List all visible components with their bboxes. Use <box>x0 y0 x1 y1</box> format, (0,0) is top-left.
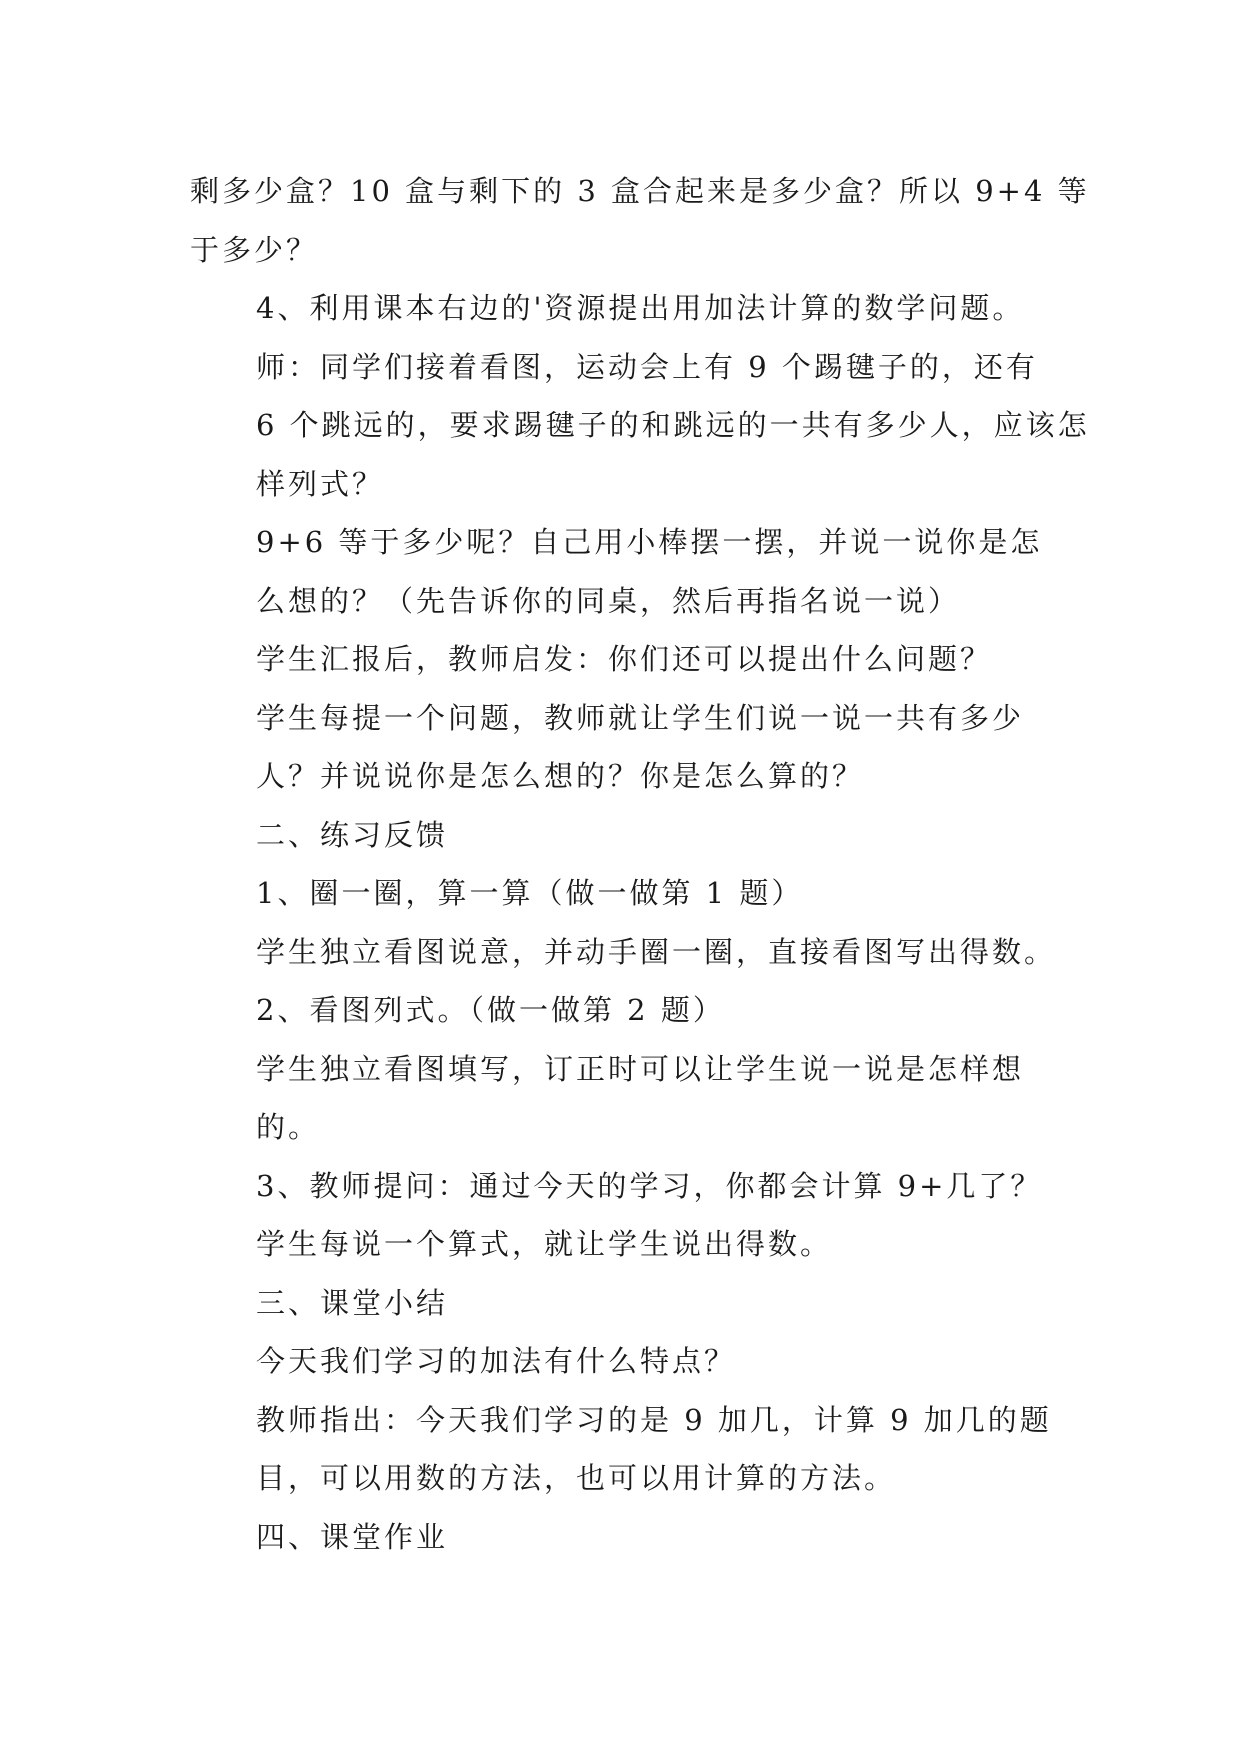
text-line: 四、课堂作业 <box>256 1519 449 1554</box>
text-line: 人？并说说你是怎么想的？你是怎么算的？ <box>256 759 865 793</box>
paragraph <box>190 1040 1060 1157</box>
text-line: 三、课堂小结 <box>256 1285 449 1320</box>
text-line: 6 个跳远的，要求踢毽子的和跳远的一共有多少人，应该怎 <box>256 408 1090 442</box>
text-line: 今天我们学习的加法有什么特点？ <box>256 1344 737 1378</box>
paragraph <box>190 923 1060 982</box>
text-line: 学生独立看图说意，并动手圈一圈，直接看图写出得数。 <box>256 934 1057 969</box>
paragraph <box>190 1274 1060 1333</box>
paragraph <box>190 1332 1060 1391</box>
text-line: 学生独立看图填写，订正时可以让学生说一说是怎样想 <box>256 1051 1025 1086</box>
text-line: 么想的？（先告诉你的同桌，然后再指名说一说） <box>256 583 961 618</box>
text-line: 师：同学们接着看图，运动会上有 9 个踢毽子的，还有 <box>256 349 1038 384</box>
paragraph <box>190 806 1060 865</box>
paragraph <box>190 1508 1060 1567</box>
text-line: 二、练习反馈 <box>256 817 449 852</box>
paragraph <box>190 1215 1060 1274</box>
paragraph <box>190 513 1060 630</box>
paragraph <box>190 1391 1060 1508</box>
paragraph <box>190 1157 1060 1216</box>
text-line: 剩多少盒？10 盒与剩下的 3 盒合起来是多少盒？所以 9+4 等 <box>190 174 1090 208</box>
text-line: 4、利用课本右边的'资源提出用加法计算的数学问题。 <box>256 291 1025 325</box>
text-line: 学生每说一个算式，就让学生说出得数。 <box>256 1227 833 1261</box>
paragraph <box>190 981 1060 1040</box>
paragraph <box>190 162 1090 279</box>
document-body <box>190 162 1090 1566</box>
text-line: 学生汇报后，教师启发：你们还可以提出什么问题？ <box>256 642 993 676</box>
paragraph <box>190 864 1060 923</box>
text-line: 目，可以用数的方法，也可以用计算的方法。 <box>256 1461 897 1495</box>
text-line: 于多少？ <box>190 232 319 267</box>
text-line: 9+6 等于多少呢？自己用小棒摆一摆，并说一说你是怎 <box>256 525 1043 559</box>
text-line: 2、看图列式。（做一做第 2 题） <box>256 993 725 1027</box>
text-line: 3、教师提问：通过今天的学习，你都会计算 9+几了？ <box>256 1168 1043 1203</box>
text-line: 1、圈一圈，算一算（做一做第 1 题） <box>256 876 804 910</box>
paragraph <box>190 338 1090 514</box>
text-line: 样列式？ <box>256 466 385 501</box>
text-line: 教师指出：今天我们学习的是 9 加几，计算 9 加几的题 <box>256 1402 1052 1437</box>
text-line: 的。 <box>256 1110 321 1144</box>
paragraph <box>190 630 1060 689</box>
paragraph <box>190 689 1060 806</box>
text-line: 学生每提一个问题，教师就让学生们说一说一共有多少 <box>256 700 1025 735</box>
paragraph <box>190 279 1060 338</box>
